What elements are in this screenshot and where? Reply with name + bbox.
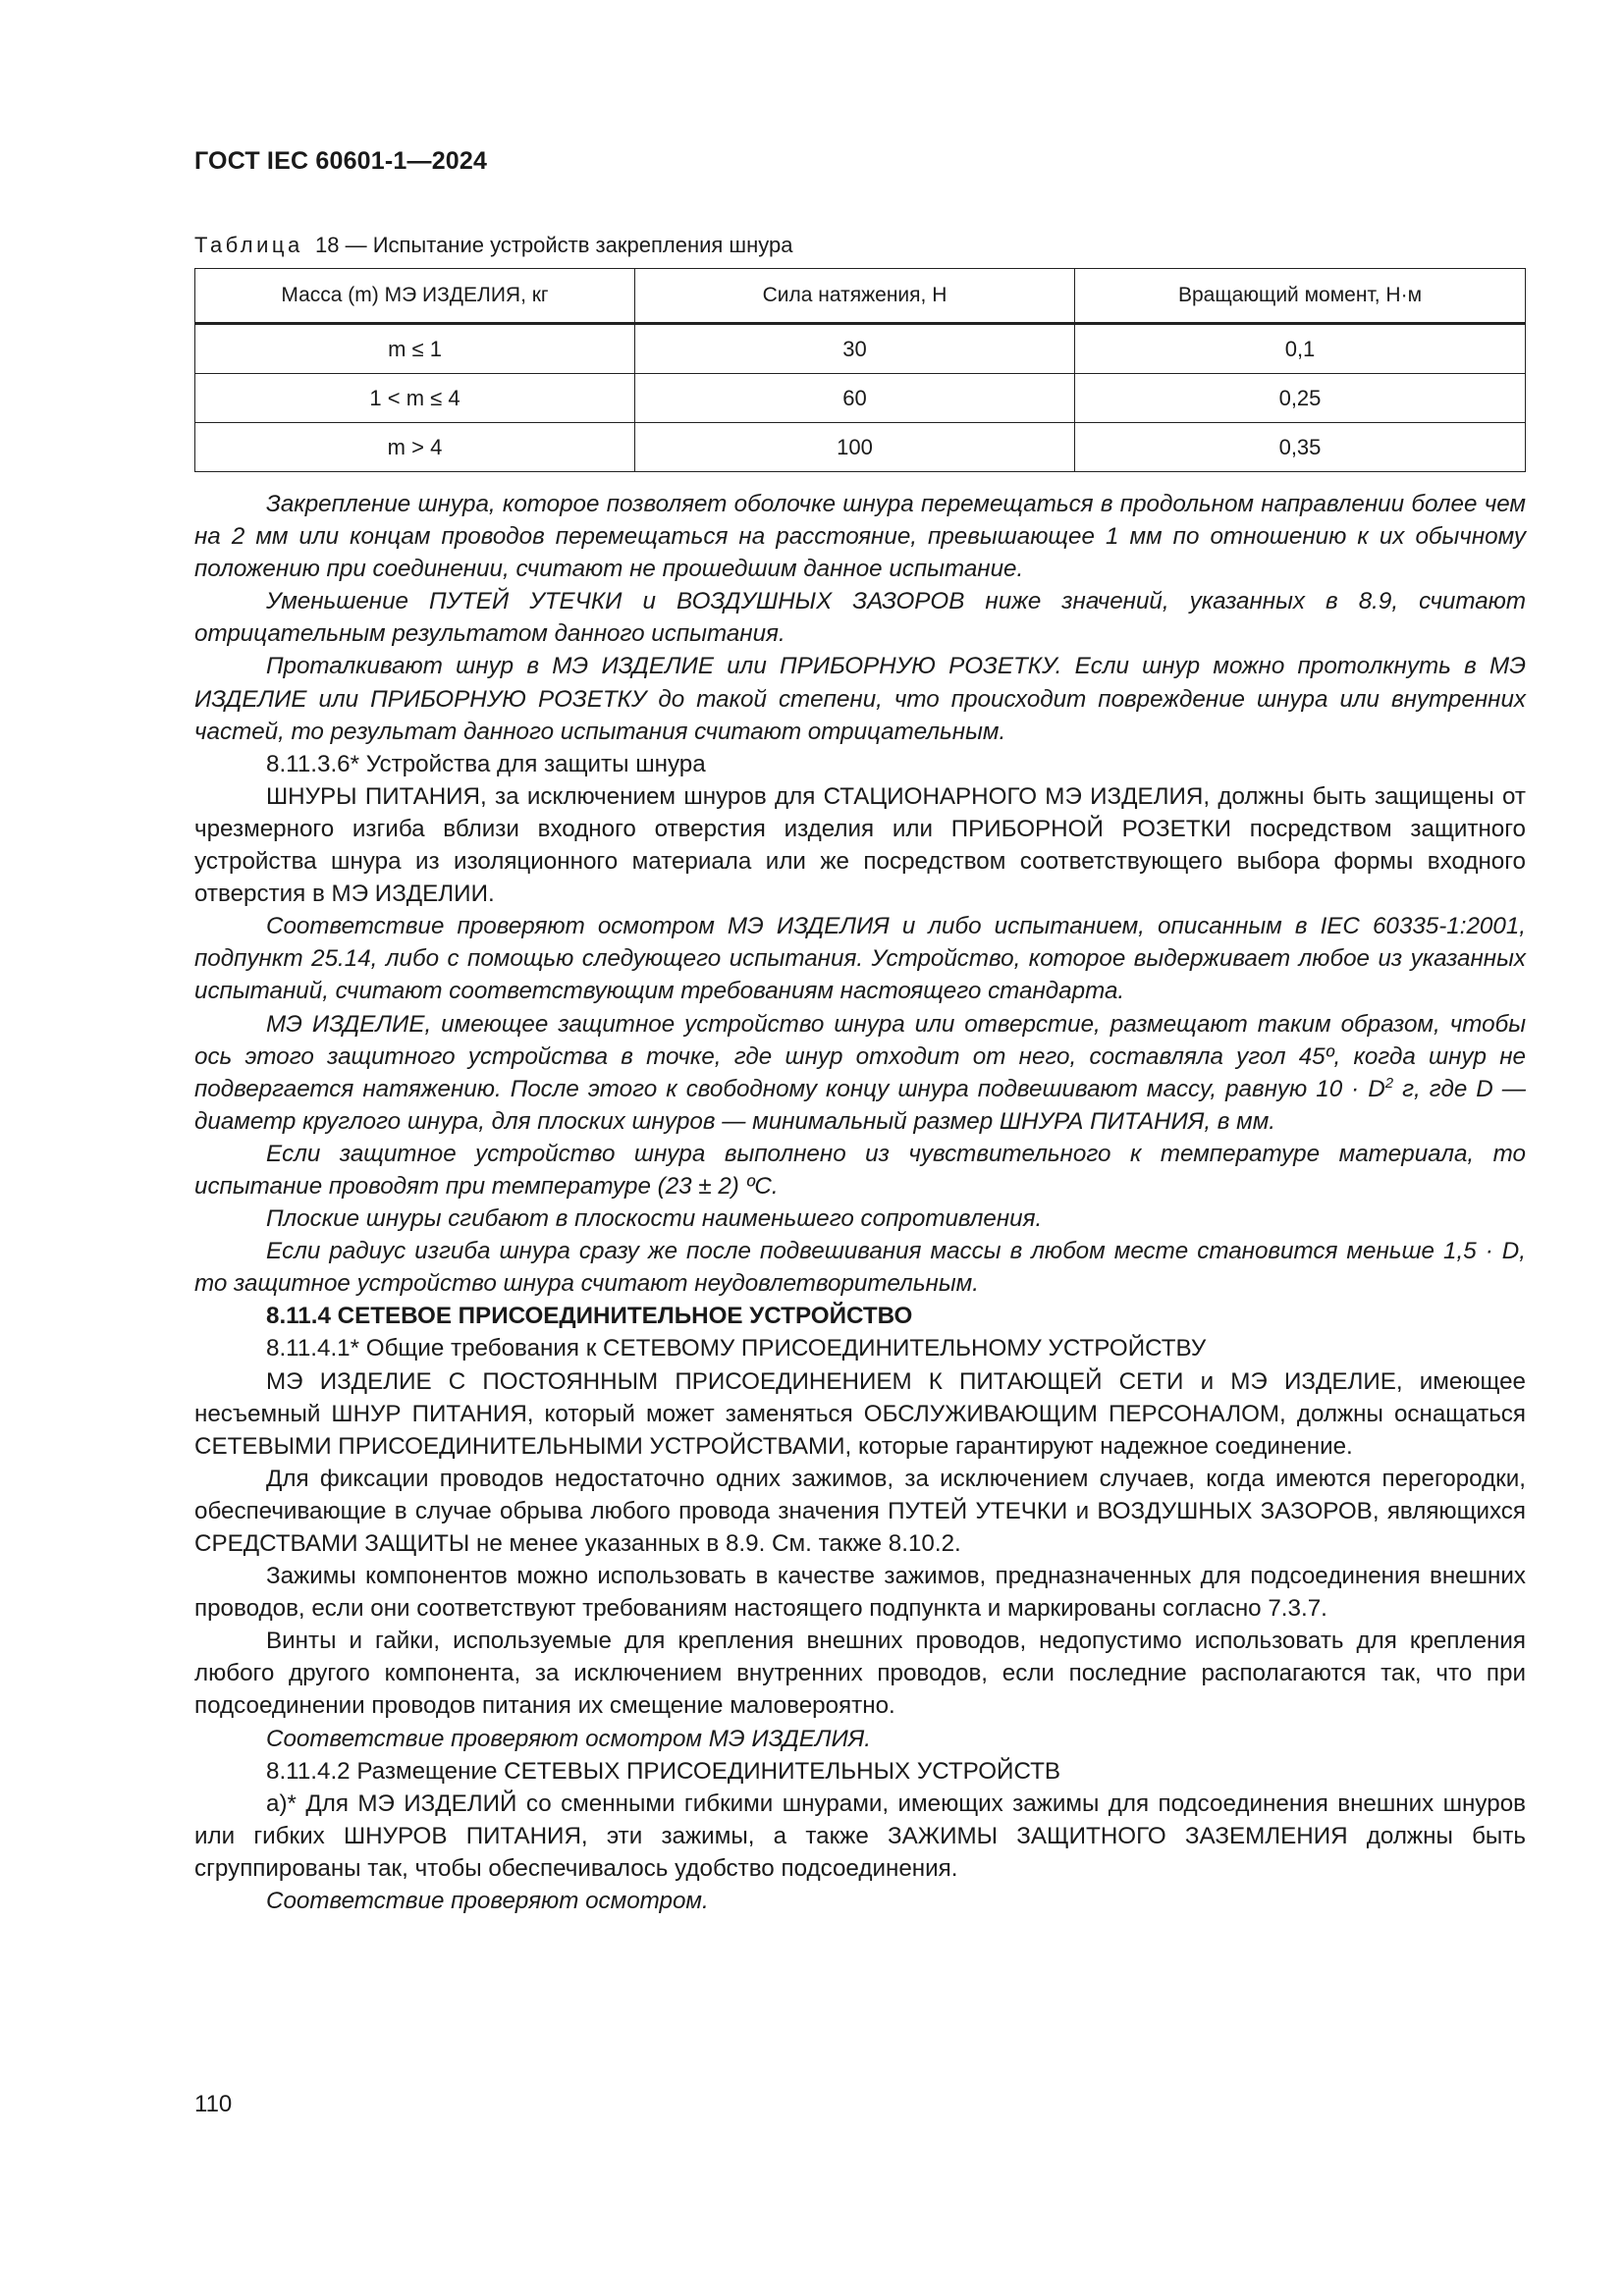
clause-8-11-3-6-title: 8.11.3.6* Устройства для защиты шнура xyxy=(266,750,706,777)
paragraph-push-test: Проталкивают шнур в МЭ ИЗДЕЛИЕ или ПРИБОРНУЮ РОЗЕТКУ. Если шнур можно протолкнуть в МЭ ИЗДЕЛИЕ или ПРИБОРНУЮ РОЗЕТКУ до такой степени, что происходит повреждение шнура или внутренних частей, то результат данного испытания считают отрицательным. xyxy=(194,653,1526,745)
document-page xyxy=(194,147,1526,1917)
paragraph-compliance-final: Соответствие проверяют осмотром. xyxy=(266,1888,709,1915)
paragraph-screws-nuts: Винты и гайки, используемые для крепления внешних проводов, недопустимо использовать для крепления любого другого компонента, за исключением внутренних проводов, если последние располагаются так, что при подсоединении проводов питания их смещение маловероятно. xyxy=(194,1628,1526,1720)
cell-pull-force: 30 xyxy=(635,324,1075,374)
table-caption-label: Таблица xyxy=(194,233,303,257)
table-header-row xyxy=(195,269,1526,324)
paragraph-mains-terminal-devices: МЭ ИЗДЕЛИЕ С ПОСТОЯННЫМ ПРИСОЕДИНЕНИЕМ К ПИТАЮЩЕЙ СЕТИ и МЭ ИЗДЕЛИЕ, имеющее несъемный ШНУР ПИТАНИЯ, который может заменяться ОБСЛУЖИВАЮЩИМ ПЕРСОНАЛОМ, должны оснащаться СЕТЕВЫМИ ПРИСОЕДИНИТЕЛЬНЫМИ УСТРОЙСТВАМИ, которые гарантируют надежное соединение. xyxy=(194,1367,1526,1460)
mass-test-exponent: 2 xyxy=(1384,1074,1394,1092)
cell-torque: 0,1 xyxy=(1075,324,1526,374)
table-row xyxy=(195,374,1526,423)
paragraph-sheath-displacement: Закрепление шнура, которое позволяет оболочке шнура перемещаться в продольном направлении более чем на 2 мм или концам проводов перемещаться на расстояние, превышающее 1 мм по отношению к их обычному положению при соединении, считают не прошедшим данное испытание. xyxy=(194,491,1526,583)
clause-8-11-4-1-title: 8.11.4.1* Общие требования к СЕТЕВОМУ ПРИСОЕДИНИТЕЛЬНОМУ УСТРОЙСТВУ xyxy=(266,1335,1207,1362)
paragraph-cord-guard-requirement: ШНУРЫ ПИТАНИЯ, за исключением шнуров для СТАЦИОНАРНОГО МЭ ИЗДЕЛИЯ, должны быть защищены от чрезмерного изгиба вблизи входного отверстия изделия или ПРИБОРНОЙ РОЗЕТКИ посредством защитного устройства шнура из изоляционного материала или же посредством соответствующего выбора формы входного отверстия в МЭ ИЗДЕЛИИ. xyxy=(194,782,1526,908)
cell-mass: 1 < m ≤ 4 xyxy=(195,374,635,423)
paragraph-bend-radius: Если радиус изгиба шнура сразу же после подвешивания массы в любом месте становится меньше 1,5 · D, то защитное устройство шнура считают неудовлетворительным. xyxy=(194,1238,1526,1298)
paragraph-item-a: а)* Для МЭ ИЗДЕЛИЙ со сменными гибкими шнурами, имеющих зажимы для подсоединения внешних шнуров или гибких ШНУРОВ ПИТАНИЯ, эти зажимы, а также ЗАЖИМЫ ЗАЩИТНОГО ЗАЗЕМЛЕНИЯ должны быть сгруппированы так, чтобы обеспечивалось удобство подсоединения. xyxy=(194,1789,1526,1882)
paragraph-conductor-fixing: Для фиксации проводов недостаточно одних зажимов, за исключением случаев, когда имеются перегородки, обеспечивающие в случае обрыва любого провода значения ПУТЕЙ УТЕЧКИ и ВОЗДУШНЫХ ЗАЗОРОВ, являющихся СРЕДСТВАМИ ЗАЩИТЫ не менее указанных в 8.9. См. также 8.10.2. xyxy=(194,1465,1526,1557)
table-caption xyxy=(194,233,1526,258)
clause-8-11-4-2-title: 8.11.4.2 Размещение СЕТЕВЫХ ПРИСОЕДИНИТЕЛЬНЫХ УСТРОЙСТВ xyxy=(266,1757,1061,1785)
page-number: 110 xyxy=(194,2091,233,2117)
cell-torque: 0,35 xyxy=(1075,423,1526,472)
paragraph-mass-test xyxy=(194,1008,1526,1138)
header-mass: Масса (m) МЭ ИЗДЕЛИЯ, кг xyxy=(195,269,635,324)
paragraph-creepage-reduction: Уменьшение ПУТЕЙ УТЕЧКИ и ВОЗДУШНЫХ ЗАЗОРОВ ниже значений, указанных в 8.9, считают отрицательным результатом данного испытания. xyxy=(194,588,1526,648)
cell-pull-force: 100 xyxy=(635,423,1075,472)
paragraph-temperature: Если защитное устройство шнура выполнено из чувствительного к температуре материала, то испытание проводят при температуре (23 ± 2) ºС. xyxy=(194,1140,1526,1200)
cell-mass: m ≤ 1 xyxy=(195,324,635,374)
cell-pull-force: 60 xyxy=(635,374,1075,423)
header-pull-force: Сила натяжения, Н xyxy=(635,269,1075,324)
standard-header: ГОСТ IEC 60601-1—2024 xyxy=(194,147,488,175)
header-torque: Вращающий момент, Н·м xyxy=(1075,269,1526,324)
paragraph-compliance-inspection: Соответствие проверяют осмотром МЭ ИЗДЕЛИЯ. xyxy=(266,1725,871,1752)
table-row xyxy=(195,423,1526,472)
table-caption-text: 18 — Испытание устройств закрепления шнура xyxy=(315,233,793,257)
paragraph-flat-cords: Плоские шнуры сгибают в плоскости наименьшего сопротивления. xyxy=(266,1205,1043,1233)
cell-torque: 0,25 xyxy=(1075,374,1526,423)
paragraph-compliance-iec60335: Соответствие проверяют осмотром МЭ ИЗДЕЛИЯ и либо испытанием, описанным в IEC 60335-1:2001, подпункт 25.14, либо с помощью следующего испытания. Устройство, которое выдерживает любое из указанных испытаний, считают соответствующим требованиям настоящего стандарта. xyxy=(194,913,1526,1005)
cell-mass: m > 4 xyxy=(195,423,635,472)
cord-anchorage-table xyxy=(194,268,1526,472)
mass-test-text-end: г, где D — диаметр круглого шнура, для плоских шнуров — минимальный размер ШНУРА ПИТАНИЯ, в мм. xyxy=(194,1075,1526,1135)
mass-test-text-start: МЭ ИЗДЕЛИЕ, имеющее защитное устройство шнура или отверстие, размещают таким образом, чтобы ось этого защитного устройства в точке, где шнур отходит от него, составляла угол 45º, когда шнур не подвергается натяжению. После этого к свободному концу шнура подвешивают массу, равную 10 · D xyxy=(194,1010,1526,1102)
clause-8-11-4-heading: 8.11.4 СЕТЕВОЕ ПРИСОЕДИНИТЕЛЬНОЕ УСТРОЙСТВО xyxy=(266,1303,913,1330)
paragraph-component-terminals: Зажимы компонентов можно использовать в качестве зажимов, предназначенных для подсоединения внешних проводов, если они соответствуют требованиям настоящего подпункта и маркированы согласно 7.3.7. xyxy=(194,1563,1526,1623)
table-row xyxy=(195,324,1526,374)
